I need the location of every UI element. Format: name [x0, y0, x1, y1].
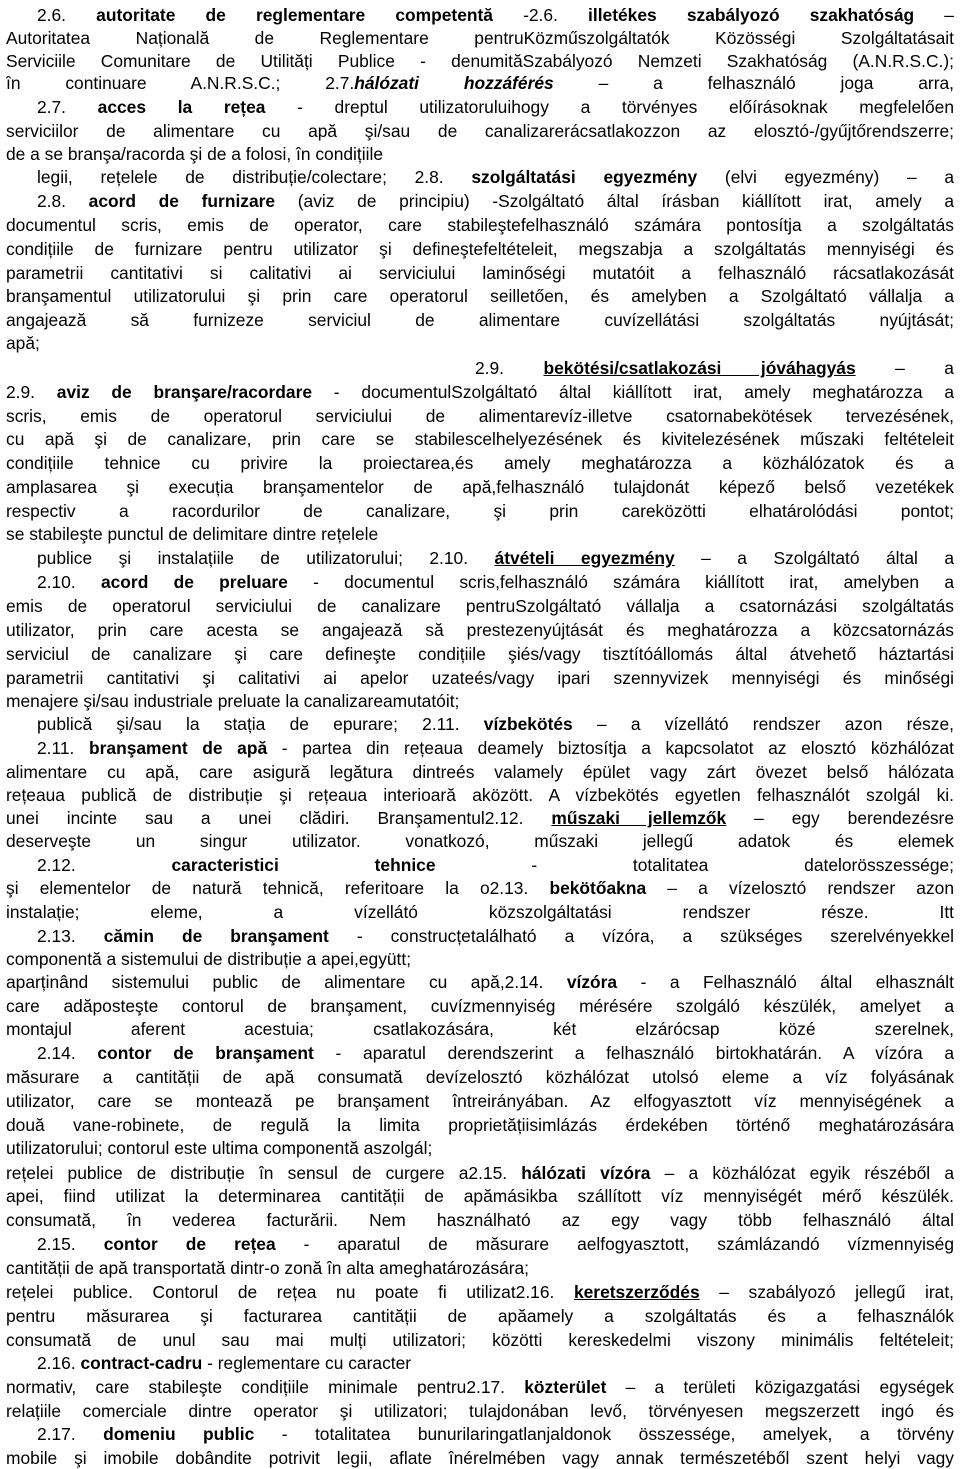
text-run: 2.9. — [6, 382, 57, 402]
text-run: menajere şi/sau industriale preluate la canalizareamutatóit; — [6, 691, 460, 711]
text-line — [6, 332, 954, 354]
text-line — [6, 500, 954, 522]
text-run: unei incinte sau a unei clădiri. Branşamentul2.12. — [6, 808, 552, 828]
text-run: – a vízelosztó rendszer azon — [646, 878, 954, 898]
text-run: rețelei publice. Contorul de rețea nu poate fi utilizat2.16. — [6, 1282, 574, 1302]
text-line — [6, 1162, 954, 1184]
text-run: mobile şi imobile dobândite potrivit legii, aflate înérelmében vagy annak természetéből szent helyi vagy — [6, 1448, 954, 1468]
text-run: - partea din rețeaua deamely biztosítja a kapcsolatot az elosztó közhálózat — [267, 738, 954, 758]
text-run: două vane-robinete, de regulă la limita proprietățiisimlázás érdekében történő meghatározására — [6, 1115, 954, 1135]
text-run: de a se branşa/racorda şi de a folosi, în condițiile — [6, 144, 384, 164]
text-line — [37, 1352, 954, 1374]
text-run: 2.17. — [37, 1424, 104, 1444]
text-line — [6, 877, 954, 899]
text-line — [475, 357, 954, 379]
text-run: (aviz de principiu) -Szolgáltató által írásban kiállított irat, amely a — [275, 191, 954, 211]
text-run: aparținând sistemului public de alimentare cu apă,2.14. — [6, 972, 567, 992]
text-line — [6, 428, 954, 450]
text-line — [37, 713, 954, 735]
text-line — [6, 285, 954, 307]
text-run: componentă a sistemului de distribuție a apei,együtt; — [6, 949, 412, 969]
text-run: consumată, în vederea facturării. Nem használható az egy vagy több felhasználó által — [6, 1210, 954, 1230]
term-heading: illetékes szabályozó szakhatóság — [588, 5, 915, 25]
term-heading: hálózati vízóra — [521, 1163, 651, 1183]
text-run: - documentulSzolgáltató által kiállított irat, amely meghatározza a — [312, 382, 954, 402]
text-line — [6, 1257, 954, 1279]
text-run: alimentare cu apă, care asigură legătura dintreés valamely épület vagy zárt övezet belső hálózata — [6, 762, 954, 782]
text-run: – egy berendezésre — [726, 808, 954, 828]
text-line — [37, 166, 954, 188]
text-line — [6, 901, 954, 923]
text-run: - a Felhasználó által elhasznált — [617, 972, 954, 992]
text-run: 2.11. — [37, 738, 90, 758]
text-line — [37, 854, 954, 876]
text-run: condițiile de furnizare pentru utilizator şi defineştefeltételeit, megszabja a szolgáltatás mennyiségi és — [6, 239, 954, 259]
text-line — [6, 1114, 954, 1136]
text-line — [37, 1042, 954, 1064]
text-run: - totalitatea bunurilaringatlanjaldonok összessége, amelyek, a törvény — [254, 1424, 954, 1444]
text-line — [37, 737, 954, 759]
text-line — [6, 405, 954, 427]
term-heading: vízbekötés — [483, 714, 573, 734]
term-heading: szolgáltatási egyezmény — [471, 167, 698, 187]
text-run: 2.14. — [37, 1043, 98, 1063]
term-heading: branşament de apă — [89, 738, 268, 758]
text-line — [6, 667, 954, 689]
text-run: 2.12. — [37, 855, 172, 875]
text-run: se stabileşte punctul de delimitare dintre rețelele — [6, 524, 379, 544]
text-line — [6, 1066, 954, 1088]
text-run: utilizator, prin care acesta se angajează să prestezenyújtását és meghatározza a közcsatornázás — [6, 620, 954, 640]
term-heading: keretszerződés — [573, 1282, 700, 1302]
text-line — [6, 1329, 954, 1351]
text-run: - aparatul de măsurare aelfogyasztott, számlázandó vízmennyiség — [275, 1234, 954, 1254]
term-heading: cămin de branşament — [103, 926, 329, 946]
text-run: publică şi/sau la stația de epurare; 2.11. — [37, 714, 484, 734]
text-line — [37, 925, 954, 947]
text-run: Serviciile Comunitare de Utilități Publice - denumităSzabályozó Nemzeti Szakhatóság (A.N.R.S.C.); — [6, 51, 954, 71]
text-run: (elvi egyezmény) – a — [697, 167, 954, 187]
text-line — [6, 143, 954, 165]
text-run: amplasarea şi execuția branşamentelor de apă,felhasználó tulajdonát képező belső vezetékek — [6, 477, 954, 497]
text-line — [6, 72, 954, 94]
text-line — [6, 643, 954, 665]
text-run: şi elementelor de natură tehnică, referitoare la o2.13. — [6, 878, 550, 898]
text-run: -2.6. — [492, 5, 589, 25]
text-line — [6, 309, 954, 331]
text-run: care adăposteşte contorul de branşament, cuvízmennyiség mérésére szolgáló készülék, amelyet a — [6, 996, 954, 1016]
term-heading: közterület — [524, 1377, 607, 1397]
text-line — [6, 948, 954, 970]
term-heading: vízóra — [566, 972, 618, 992]
text-run: condițiile tehnice cu privire la proiectarea,és amely meghatározza a közhálózatok és a — [6, 453, 954, 473]
text-run: – a vízellátó rendszer azon része, — [572, 714, 954, 734]
text-run: cu apă şi de canalizare, prin care se stabilescelhelyezésének és kivitelezésének műszaki feltételeit — [6, 429, 954, 449]
text-line — [6, 1209, 954, 1231]
text-line — [6, 1400, 954, 1422]
text-run: parametrii cantitativi şi calitativi ai apelor uzateés/vagy ipari szennyvizek mennyiségi és minőségi — [6, 668, 954, 688]
text-run: instalație; eleme, a vízellátó közszolgáltatási rendszer része. Itt — [6, 902, 954, 922]
term-heading: acord de furnizare — [88, 191, 276, 211]
term-heading: átvételi egyezmény — [494, 548, 675, 568]
text-line — [6, 262, 954, 284]
text-line — [6, 761, 954, 783]
text-line — [37, 571, 954, 593]
text-line — [6, 1281, 954, 1303]
term-heading: acord de preluare — [100, 572, 288, 592]
term-heading: contract-cadru — [80, 1353, 203, 1373]
term-heading: bekötőakna — [549, 878, 647, 898]
text-run: serviciilor de alimentare cu apă şi/sau de canalizarerácsatlakozzon az elosztó-/gyűjtőrendszerre; — [6, 121, 954, 141]
text-run: normativ, care stabileşte condițiile minimale pentru2.17. — [6, 1377, 525, 1397]
text-run: 2.7. — [37, 97, 98, 117]
text-line — [6, 807, 954, 829]
text-run: 2.16. — [37, 1353, 81, 1373]
text-line — [6, 1137, 954, 1159]
text-run: apă; — [6, 333, 40, 353]
text-run: documentul scris, emis de operator, care stabileştefelhasználó számára pontosítja a szolgáltatás — [6, 215, 954, 235]
text-run: utilizator, care se montează pe branşament întreirányában. Az elfogyasztott víz mennyiségének a — [6, 1091, 954, 1111]
text-run: – a — [855, 358, 954, 378]
text-run: serviciul de canalizare şi care defineşte condițiile şiés/vagy tisztítóállomás által átvehető háztartási — [6, 644, 954, 664]
text-run: apei, fiind utilizat la determinarea cantității de apămásikba szállított víz mennyiségét mérő készülék. — [6, 1186, 954, 1206]
text-run: 2.10. — [37, 572, 101, 592]
text-run: – — [914, 5, 954, 25]
text-line — [37, 1233, 954, 1255]
term-heading: autoritate de reglementare competentă — [96, 5, 493, 25]
text-run: publice şi instalațiile de utilizatorului; 2.10. — [37, 548, 495, 568]
text-line — [6, 1447, 954, 1469]
text-run: Autoritatea Națională de Reglementare pentruKözműszolgáltatók Közösségi Szolgáltatásait — [6, 28, 954, 48]
text-run: - totalitatea datelorösszessége; — [435, 855, 954, 875]
text-run: parametrii cantitativi si calitativi ai serviciului laminőségi mutatóit a felhasználó rácsatlakozását — [6, 263, 954, 283]
text-line — [6, 238, 954, 260]
text-line — [6, 1185, 954, 1207]
text-line — [6, 27, 954, 49]
text-line — [6, 995, 954, 1017]
text-run: 2.8. — [37, 191, 89, 211]
text-line — [6, 381, 954, 403]
text-line — [37, 190, 954, 212]
text-line — [37, 1423, 954, 1445]
text-run: relațiile comerciale dintre operator şi utilizatori; tulajdonában levő, törvényesen megszerzett ingó és — [6, 1401, 954, 1421]
text-line — [6, 595, 954, 617]
text-run: - aparatul derendszerint a felhasználó birtokhatárán. A vízóra a — [313, 1043, 954, 1063]
text-line — [6, 476, 954, 498]
text-run: în continuare A.N.R.S.C.; 2.7. — [6, 73, 355, 93]
text-line — [6, 523, 954, 545]
text-run: cantității de apă transportată dintr-o zonă în alta ameghatározására; — [6, 1258, 530, 1278]
text-run: măsurare a cantității de apă consumată devízelosztó közhálózat utolsó eleme a víz folyásának — [6, 1067, 954, 1087]
term-heading: contor de rețea — [103, 1234, 276, 1254]
text-run: 2.13. — [37, 926, 104, 946]
text-line — [6, 1090, 954, 1112]
text-line — [6, 971, 954, 993]
text-line — [37, 4, 954, 26]
text-run: 2.15. — [37, 1234, 104, 1254]
text-run: scris, emis de operatorul serviciului de alimentarevíz-illetve csatornabekötések tervezésének, — [6, 406, 954, 426]
term-heading: domeniu public — [103, 1424, 255, 1444]
text-run: rețelei publice de distribuție în sensul de curgere a2.15. — [6, 1163, 522, 1183]
text-line — [6, 830, 954, 852]
term-heading: aviz de branşare/racordare — [56, 382, 313, 402]
text-line — [6, 784, 954, 806]
text-run: – a Szolgáltató által a — [674, 548, 954, 568]
text-run: utilizatorului; contorul este ultima componentă aszolgál; — [6, 1138, 433, 1158]
text-run: branşamentul utilizatorului şi prin care operatorul seilletően, és amelyben a Szolgáltató vállalja a — [6, 286, 954, 306]
text-line — [6, 619, 954, 641]
text-run: - dreptul utilizatoruluihogy a törvényes előírásoknak megfelelően — [265, 97, 954, 117]
text-line — [6, 120, 954, 142]
text-run: respectiv a racordurilor de canalizare, şi prin careközötti elhatárolódási pontot; — [6, 501, 954, 521]
text-line — [6, 1376, 954, 1398]
text-run: pentru măsurarea şi facturarea cantității de apăamely a szolgáltatás és a felhasználók — [6, 1306, 954, 1326]
text-line — [6, 452, 954, 474]
term-heading: contor de branşament — [97, 1043, 314, 1063]
text-run: deserveşte un singur utilizator. vonatkozó, műszaki jellegű adatok és elemek — [6, 831, 954, 851]
text-run: legii, rețelele de distribuție/colectare; 2.8. — [37, 167, 472, 187]
text-run: – szabályozó jellegű irat, — [699, 1282, 954, 1302]
text-run: – a felhasználó joga arra, — [553, 73, 954, 93]
text-line — [6, 214, 954, 236]
term-heading: hálózati hozzáférés — [354, 73, 554, 93]
text-run: emis de operatorul serviciului de canalizare pentruSzolgáltató vállalja a csatornázási szolgáltatás — [6, 596, 954, 616]
text-run: 2.9. — [475, 358, 544, 378]
text-line — [6, 1018, 954, 1040]
text-line — [6, 690, 954, 712]
text-line — [6, 50, 954, 72]
text-run: – a területi közigazgatási egységek — [606, 1377, 954, 1397]
text-run: angajează să furnizeze serviciul de alimentare cuvízellátási szolgáltatás nyújtását; — [6, 310, 954, 330]
text-run: - reglementare cu caracter — [202, 1353, 412, 1373]
term-heading: caracteristici tehnice — [171, 855, 436, 875]
text-run: – a közhálózat egyik részéből a — [650, 1163, 954, 1183]
text-line — [37, 96, 954, 118]
text-run: rețeaua publică de distribuție şi rețeaua interioară aközött. A vízbekötés egyetlen felhasználót szolgál ki. — [6, 785, 954, 805]
text-run: montajul aferent acestuia; csatlakozására, két elzárócsap közé szerelnek, — [6, 1019, 954, 1039]
text-run: consumată de unul sau mai mulți utilizatori; közötti kereskedelmi viszony minimális feltételeit; — [6, 1330, 954, 1350]
text-run: - construcțetalálható a vízóra, a szükséges szerelvényekkel — [328, 926, 954, 946]
term-heading: műszaki jellemzők — [551, 808, 727, 828]
term-heading: acces la rețea — [97, 97, 266, 117]
text-line — [37, 547, 954, 569]
text-run: 2.6. — [37, 5, 97, 25]
term-heading: bekötési/csatlakozási jóváhagyás — [543, 358, 856, 378]
text-line — [6, 1305, 954, 1327]
text-run: - documentul scris,felhasználó számára kiállított irat, amelyben a — [287, 572, 954, 592]
